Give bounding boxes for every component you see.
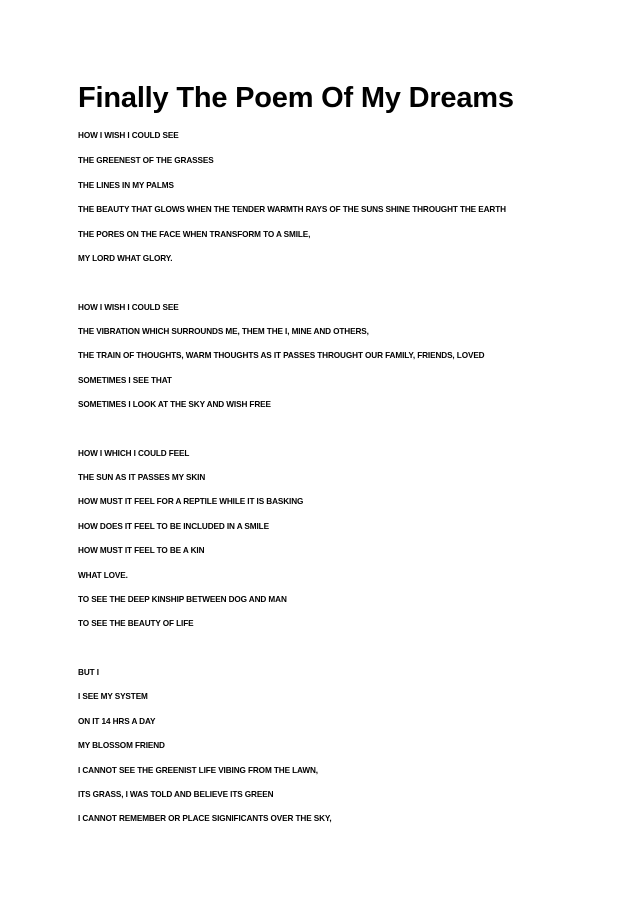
poem-line: THE BEAUTY THAT GLOWS WHEN THE TENDER WARMTH RAYS OF THE SUNS SHINE THROUGHT THE EARTH xyxy=(78,205,506,214)
poem-line: HOW I WISH I COULD SEE xyxy=(78,131,179,140)
poem-line: I CANNOT SEE THE GREENIST LIFE VIBING FROM THE LAWN, xyxy=(78,766,318,775)
poem-line: THE PORES ON THE FACE WHEN TRANSFORM TO A SMILE, xyxy=(78,230,311,239)
poem-line: ON IT 14 HRS A DAY xyxy=(78,717,156,726)
poem-line: SOMETIMES I SEE THAT xyxy=(78,376,172,385)
poem-line: HOW MUST IT FEEL TO BE A KIN xyxy=(78,546,205,555)
poem-line: SOMETIMES I LOOK AT THE SKY AND WISH FREE xyxy=(78,400,271,409)
poem-line: TO SEE THE DEEP KINSHIP BETWEEN DOG AND MAN xyxy=(78,595,287,604)
poem-line: HOW DOES IT FEEL TO BE INCLUDED IN A SMILE xyxy=(78,522,269,531)
poem-line: ITS GRASS, I WAS TOLD AND BELIEVE ITS GREEN xyxy=(78,790,274,799)
poem-line: THE LINES IN MY PALMS xyxy=(78,181,174,190)
poem-line: BUT I xyxy=(78,668,99,677)
poem-line: I CANNOT REMEMBER OR PLACE SIGNIFICANTS OVER THE SKY, xyxy=(78,814,332,823)
poem-line: HOW I WISH I COULD SEE xyxy=(78,303,179,312)
poem-line: THE SUN AS IT PASSES MY SKIN xyxy=(78,473,206,482)
poem-line: THE GREENEST OF THE GRASSES xyxy=(78,156,214,165)
poem-line: WHAT LOVE. xyxy=(78,571,128,580)
poem-line: MY LORD WHAT GLORY. xyxy=(78,254,173,263)
poem-line: MY BLOSSOM FRIEND xyxy=(78,741,165,750)
poem-title: Finally The Poem Of My Dreams xyxy=(78,82,514,114)
poem-line: HOW MUST IT FEEL FOR A REPTILE WHILE IT IS BASKING xyxy=(78,497,304,506)
poem-line: THE TRAIN OF THOUGHTS, WARM THOUGHTS AS IT PASSES THROUGHT OUR FAMILY, FRIENDS, LOVED xyxy=(78,351,485,360)
poem-line: I SEE MY SYSTEM xyxy=(78,692,148,701)
poem-line: HOW I WHICH I COULD FEEL xyxy=(78,449,190,458)
poem-line: TO SEE THE BEAUTY OF LIFE xyxy=(78,619,194,628)
poem-line: THE VIBRATION WHICH SURROUNDS ME, THEM THE I, MINE AND OTHERS, xyxy=(78,327,369,336)
